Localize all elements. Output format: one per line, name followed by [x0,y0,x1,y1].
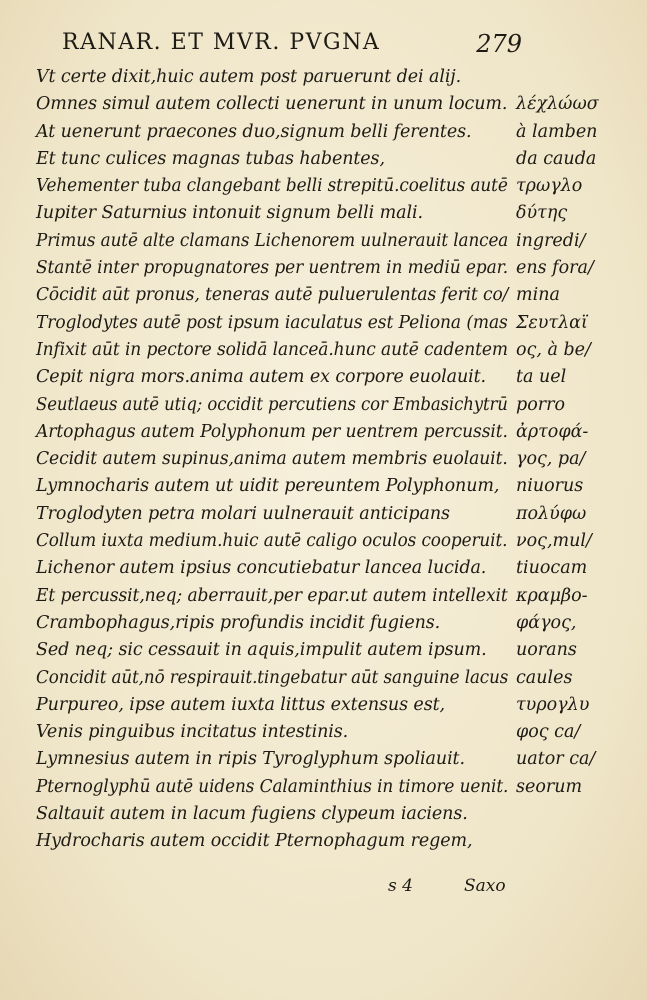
text-line [36,555,636,582]
marginal-gloss: porro [516,394,566,415]
verse-text: Troglodytes autē post ipsum iaculatus est Peliona (mas [36,312,508,333]
text-line [36,719,636,746]
text-line [36,119,636,146]
verse-text: Cecidit autem supinus,anima autem membris euolauit. [36,449,508,470]
page-footer [380,876,540,906]
verse-text: Vehementer tuba clangebant belli strepitū.coelitus autē [36,176,508,197]
text-line [36,828,636,855]
verse-text: Cepit nigra mors.anima autem ex corpore euolauit. [36,367,487,388]
running-title: RANAR. ET MVR. PVGNA [62,30,381,55]
marginal-gloss: ingredi/ [516,230,586,251]
text-line [36,282,636,309]
verse-text: Lymnocharis autem ut uidit pereuntem Polyphonum, [36,476,500,497]
verse-text: Artophagus autem Polyphonum per uentrem percussit. [36,421,508,442]
text-line [36,310,636,337]
marginal-gloss: niuorus [516,476,584,497]
verse-text: Cōcidit aūt pronus, teneras autē puluerulentas ferit co/ [36,285,509,306]
text-line [36,91,636,118]
catchword: Saxo [464,876,506,896]
signature-mark: s 4 [388,876,413,896]
text-line [36,419,636,446]
verse-text: Collum iuxta medium.huic autē caligo oculos cooperuit. [36,531,508,552]
marginal-gloss: uorans [516,640,577,661]
marginal-gloss: πολύφω [516,503,587,524]
marginal-gloss: νος,mul/ [516,531,592,552]
marginal-gloss: φάγος, [516,612,577,633]
verse-text: Primus autē alte clamans Lichenorem uulnerauit lancea [36,230,509,251]
verse-text: Omnes simul autem collecti uenerunt in unum locum. [36,94,508,115]
verse-text: Seutlaeus autē utiq; occidit percutiens cor Embasichytrū [36,394,508,415]
text-line [36,200,636,227]
verse-text: At uenerunt praecones duo,signum belli ferentes. [36,121,472,142]
text-line [36,637,636,664]
verse-text: Et percussit,neq; aberrauit,per epar.ut autem intellexit [36,585,508,606]
marginal-gloss: tiuocam [516,558,588,579]
marginal-gloss: da cauda [516,148,597,169]
text-line [36,337,636,364]
marginal-gloss: uator ca/ [516,749,596,770]
text-line [36,692,636,719]
text-line [36,501,636,528]
text-line [36,801,636,828]
text-line [36,528,636,555]
text-line [36,255,636,282]
verse-text: Purpureo, ipse autem iuxta littus extensus est, [36,694,445,715]
verse-text: Iupiter Saturnius intonuit signum belli mali. [36,203,423,224]
verse-text: Pternoglyphū autē uidens Calaminthius in timore uenit. [36,776,509,797]
marginal-gloss: κραμβο- [516,585,588,606]
marginal-gloss: ta uel [516,367,567,388]
marginal-gloss: τρωγλο [516,176,583,197]
running-header [62,28,522,62]
verse-text: Hydrocharis autem occidit Pternophagum regem, [36,831,473,852]
marginal-gloss: λέχλώωσ [516,94,599,115]
text-line [36,146,636,173]
marginal-gloss: γος, pa/ [516,449,586,470]
text-line [36,446,636,473]
verse-text: Lichenor autem ipsius concutiebatur lancea lucida. [36,558,487,579]
text-block [36,64,636,856]
verse-text: Troglodyten petra molari uulnerauit anticipans [36,503,450,524]
text-line [36,364,636,391]
page-number: 279 [476,30,522,58]
text-line [36,64,636,91]
verse-text: Sed neq; sic cessauit in aquis,impulit autem ipsum. [36,640,487,661]
text-line [36,610,636,637]
text-line [36,173,636,200]
verse-text: Et tunc culices magnas tubas habentes, [36,148,385,169]
marginal-gloss: ος, à be/ [516,339,591,360]
marginal-gloss: ἀρτοφά- [516,421,589,442]
marginal-gloss: caules [516,667,573,688]
marginal-gloss: à lamben [516,121,598,142]
verse-text: Crambophagus,ripis profundis incidit fugiens. [36,612,441,633]
verse-text: Concidit aūt,nō respirauit.tingebatur aūt sanguine lacus [36,667,509,688]
text-line [36,228,636,255]
marginal-gloss: ens fora/ [516,258,594,279]
text-line [36,473,636,500]
verse-text: Saltauit autem in lacum fugiens clypeum iaciens. [36,804,468,825]
marginal-gloss: φος ca/ [516,722,581,743]
text-line [36,746,636,773]
verse-text: Stantē inter propugnatores per uentrem in mediū epar. [36,258,509,279]
marginal-gloss: δύτης [516,203,568,224]
verse-text: Venis pinguibus incitatus intestinis. [36,722,349,743]
marginal-gloss: τυρογλυ [516,694,590,715]
text-line [36,583,636,610]
verse-text: Vt certe dixit,huic autem post paruerunt dei alij. [36,67,462,87]
marginal-gloss: Σευτλαϊ [516,312,588,333]
text-line [36,665,636,692]
marginal-gloss: mina [516,285,560,306]
text-line [36,774,636,801]
verse-text: Lymnesius autem in ripis Tyroglyphum spoliauit. [36,749,465,770]
verse-text: Infixit aūt in pectore solidā lanceā.hunc autē cadentem [36,339,508,360]
marginal-gloss: seorum [516,776,583,797]
text-line [36,392,636,419]
